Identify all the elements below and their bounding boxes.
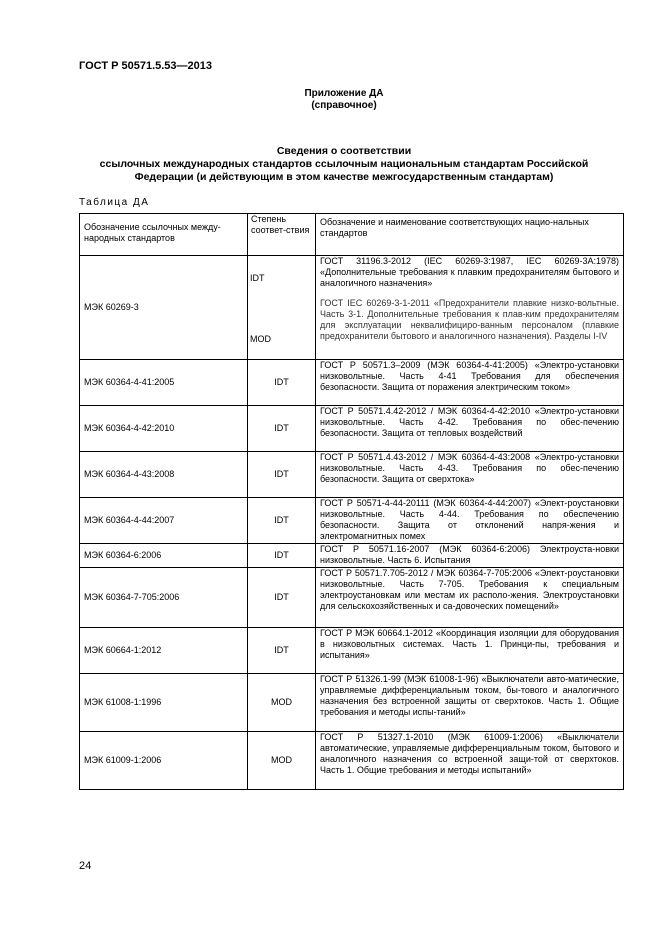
desc-cell: ГОСТ Р 50571.4.42-2012 / МЭК 60364-4-42:2010 «Электро-установки низковольтные. Часть 4-42. Требования по обес-печению безопасности. Защита от тепловых воздействий — [316, 406, 624, 452]
desc-cell — [316, 256, 624, 360]
desc-cell: ГОСТ Р МЭК 60664.1-2012 «Координация изоляции для оборудования в низковольтных системах. Часть 1. Принци-пы, требования и испытания» — [316, 628, 624, 674]
table-row — [80, 732, 624, 790]
header-national-standard: Обозначение и наименование соответствующих нацио-нальных стандартов — [316, 214, 624, 256]
table-caption: Таблица ДА — [79, 197, 150, 208]
header-ref-standard: Обозначение ссылочных между-народных стандартов — [80, 214, 248, 256]
heading-line-1: Сведения о соответствии — [276, 145, 412, 157]
table-row — [80, 498, 624, 544]
ref-cell: МЭК 60269-3 — [80, 256, 248, 360]
degree-cell: IDT — [248, 360, 316, 406]
table-row — [80, 256, 624, 360]
desc-cell: ГОСТ Р 50571.4.43-2012 / МЭК 60364-4-43:2008 «Электро-установки низковольтные. Часть 4-43. Требования по обес-печению безопасности. Защита от сверхтока» — [316, 452, 624, 498]
ref-cell: МЭК 60364-4-42:2010 — [80, 406, 248, 452]
correspondence-table — [79, 213, 624, 790]
degree-cell: IDT — [248, 628, 316, 674]
annex-title: Приложение ДА — [304, 88, 384, 99]
table-row — [80, 674, 624, 732]
ref-cell: МЭК 61008-1:1996 — [80, 674, 248, 732]
ref-cell: МЭК 61009-1:2006 — [80, 732, 248, 790]
desc-paragraph: ГОСТ IEC 60269-3-1-2011 «Предохранители плавкие низко-вольтные. Часть 3-1. Дополнительные требования к плав-ким предохранителям для эксплуатации неквалифициро-ванным персоналом (плавкие предохранители бытового и аналогичного назначения). Разделы I-IV — [320, 298, 619, 341]
degree-value: IDT — [250, 272, 265, 283]
table-header-row — [80, 214, 624, 256]
table-row — [80, 360, 624, 406]
ref-cell: МЭК 60364-7-705:2006 — [80, 568, 248, 628]
heading-line-3: Федерации (и действующим в этом качестве межгосударственным стандартам) — [134, 171, 554, 183]
degree-cell: IDT — [248, 568, 316, 628]
desc-cell: ГОСТ Р 51327.1-2010 (МЭК 61009-1:2006) «Выключатели автоматические, управляемые дифференциальным током, бытового и аналогичного назначения со встроенной защи-той от сверхтоков. Часть 1. Общие требования и методы испытаний» — [316, 732, 624, 790]
table-row — [80, 568, 624, 628]
degree-cell: MOD — [248, 732, 316, 790]
desc-cell: ГОСТ Р 50571-4-44-20111 (МЭК 60364-4-44:2007) «Элект-роустановки низковольтные. Часть 4-44. Требования по обеспечению безопасности. Защита от отклонений напря-жения и электромагнитных помех — [316, 498, 624, 544]
table-row — [80, 406, 624, 452]
desc-cell: ГОСТ Р 51326.1-99 (МЭК 61008-1-96) «Выключатели авто-матические, управляемые дифференциальным током, бы-тового и аналогичного назначения без встроенной защиты от сверхтоков. Часть 1. Общие требования и методы испы-таний» — [316, 674, 624, 732]
ref-cell: МЭК 60364-6:2006 — [80, 544, 248, 568]
degree-value: MOD — [250, 333, 271, 344]
ref-cell: МЭК 60364-4-43:2008 — [80, 452, 248, 498]
section-heading — [79, 145, 609, 184]
desc-paragraph: ГОСТ 31196.3-2012 (IEC 60269-3:1987, IEC 60269-3А:1978) «Дополнительные требования к плавким предохранителям бытового и аналогичного назначения» — [320, 256, 619, 288]
desc-cell: ГОСТ Р 50571.16-2007 (МЭК 60364-6:2006) Электроуста-новки низковольтные. Часть 6. Испытания — [316, 544, 624, 568]
desc-cell: ГОСТ Р 50571.3–2009 (МЭК 60364-4-41:2005) «Электро-установки низковольтные. Часть 4-41 Требования для обеспечения безопасности. Защита от поражения электрическим током» — [316, 360, 624, 406]
desc-cell: ГОСТ Р 50571.7.705-2012 / МЭК 60364-7-705:2006 «Элект-роустановки низковольтные. Часть 7-705. Требования к специальным электроустановкам или местам их располо-жения. Электроустановки для сельскохозяйственных и са-довоческих помещений» — [316, 568, 624, 628]
ref-cell: МЭК 60364-4-44:2007 — [80, 498, 248, 544]
degree-cell: IDT — [248, 452, 316, 498]
degree-cell — [248, 256, 316, 360]
degree-cell: IDT — [248, 498, 316, 544]
page-number: 24 — [79, 860, 92, 872]
degree-cell: IDT — [248, 406, 316, 452]
degree-cell: IDT — [248, 544, 316, 568]
table-row — [80, 544, 624, 568]
ref-cell: МЭК 60364-4-41:2005 — [80, 360, 248, 406]
annex-subtitle: (справочное) — [311, 100, 377, 111]
ref-cell: МЭК 60664-1:2012 — [80, 628, 248, 674]
heading-line-2: ссылочных международных стандартов ссылочным национальным стандартам Российской — [99, 158, 589, 170]
degree-cell: MOD — [248, 674, 316, 732]
document-id: ГОСТ Р 50571.5.53—2013 — [79, 60, 213, 72]
table-row — [80, 452, 624, 498]
table-row — [80, 628, 624, 674]
header-degree: Степень соответ-ствия — [248, 214, 316, 256]
